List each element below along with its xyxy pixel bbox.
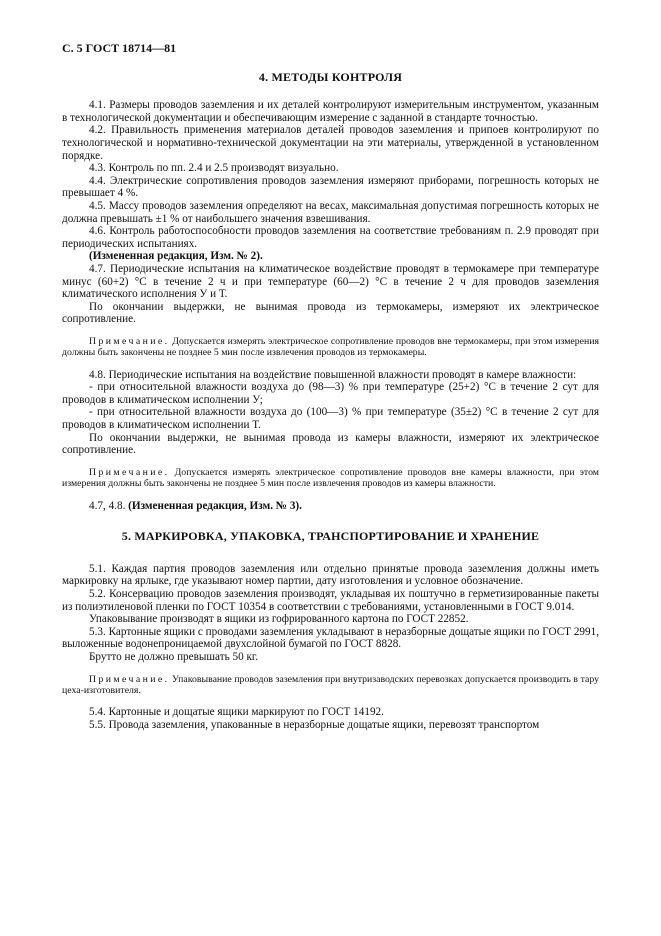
paragraph-4-2: 4.2. Правильность применения материалов деталей проводов заземления и припоев контролируют по технологической и нормативно-технической документации на эти материалы, утвержденной в установленном порядке. — [62, 124, 599, 162]
paragraph-5-2-continued: Упаковывание производят в ящики из гофрированного картона по ГОСТ 22852. — [89, 613, 469, 626]
note-3 — [62, 674, 599, 697]
section-4-title: 4. МЕТОДЫ КОНТРОЛЯ — [258, 69, 403, 84]
note-2-label: Примечание. — [89, 466, 170, 478]
paragraph-5-3-continued: Брутто не должно превышать 50 кг. — [89, 651, 259, 663]
paragraph-5-4: 5.4. Картонные и дощатые ящики маркируют по ГОСТ 14192. — [89, 706, 384, 719]
paragraph-4-8-item-1: - при относительной влажности воздуха до (98—3) % при температуре (25+2) °С в течение 2 сут для проводов в климатическом исполнении У; — [62, 381, 599, 406]
paragraph-4-8-continued: По окончании выдержки, не вынимая провода из камеры влажности, измеряют их электрическое сопротивление. — [62, 431, 599, 457]
edit-note-3-text: (Измененная редакция, Изм. № 3). — [128, 499, 302, 512]
paragraph-4-6: 4.6. Контроль работоспособности проводов заземления на соответствие требованиям п. 2.9 проводят при периодических испытаниях. — [62, 225, 599, 250]
paragraph-5-3: 5.3. Картонные ящики с проводами заземления укладывают в неразборные дощатые ящики по ГОСТ 2991, выложенные водонепроницаемой двухслойной бумагой по ГОСТ 8828. — [62, 625, 599, 651]
paragraph-4-8: 4.8. Периодические испытания на воздействие повышенной влажности проводят в камере влажности: — [89, 368, 577, 381]
note-2-text: Допускается измерять электрическое сопротивление проводов вне камеры влажности, при этом измерения должны быть закончены не позднее 5 мин после извлечения проводов из камеры влажности. — [62, 466, 599, 490]
note-3-label: Примечание. — [89, 673, 170, 685]
paragraph-5-2: 5.2. Консервацию проводов заземления производят, укладывая их поштучно в герметизированные пакеты из полиэтиленовой пленки по ГОСТ 10354 в соответствии с требованиями, установленными в ГОСТ 9.014. — [62, 588, 599, 613]
paragraph-4-8-item-2: - при относительной влажности воздуха до (100—3) % при температуре (35±2) °С в течение 2 сут для проводов в климатическом исполнении Т. — [62, 406, 599, 432]
paragraph-4-4: 4.4. Электрические сопротивления проводов заземления измеряют приборами, погрешность которых не превышает 4 %. — [62, 174, 599, 200]
edit-note-3 — [62, 500, 599, 513]
paragraph-5-1: 5.1. Каждая партия проводов заземления или отдельно принятые провода заземления должны иметь маркировку на ярлыке, где указывают номер партии, дату изготовления и условное обозначение. — [62, 562, 599, 588]
paragraph-4-7-continued: По окончании выдержки, не вынимая провода из термокамеры, измеряют их электрическое сопротивление. — [62, 300, 599, 326]
edit-note-2: (Измененная редакция, Изм. № 2). — [89, 250, 263, 263]
note-1 — [62, 336, 599, 359]
page-header: С. 5 ГОСТ 18714—81 — [62, 41, 177, 55]
paragraph-5-5: 5.5. Провода заземления, упакованные в неразборные дощатые ящики, перевозят транспортом — [89, 719, 540, 731]
paragraph-4-5: 4.5. Массу проводов заземления определяют на весах, максимальная допустимая погрешность которых не должна превышать ±1 % от наибольшего значения взвешивания. — [62, 199, 599, 225]
edit-note-3-prefix: 4.7, 4.8. — [89, 499, 129, 512]
paragraph-4-7: 4.7. Периодические испытания на климатическое воздействие проводят в термокамере при температуре минус (60+2) °С в течение 2 ч и при температуре (60—2) °С в течение 2 ч для проводов заземления климатического исполнения У и Т. — [62, 262, 599, 301]
paragraph-4-1: 4.1. Размеры проводов заземления и их деталей контролируют измерительным инструментом, указанным в технологической документации и обеспечивающим измерение с заданной в стандарте точностью. — [62, 99, 599, 124]
document-page — [62, 42, 599, 732]
note-1-text: Допускается измерять электрическое сопротивление проводов вне термокамеры, при этом измерения должны быть закончены не позднее 5 мин после извлечения проводов из термокамеры. — [62, 335, 599, 359]
section-5-title: 5. МАРКИРОВКА, УПАКОВКА, ТРАНСПОРТИРОВАНИЕ И ХРАНЕНИЕ — [121, 529, 540, 544]
note-1-label: Примечание. — [89, 335, 170, 347]
note-3-text: Упаковывание проводов заземления при внутризаводских перевозках допускается производить в тару цеха-изготовителя. — [62, 673, 599, 696]
paragraph-4-3: 4.3. Контроль по пп. 2.4 и 2.5 производят визуально. — [89, 162, 339, 175]
note-2 — [62, 467, 599, 490]
